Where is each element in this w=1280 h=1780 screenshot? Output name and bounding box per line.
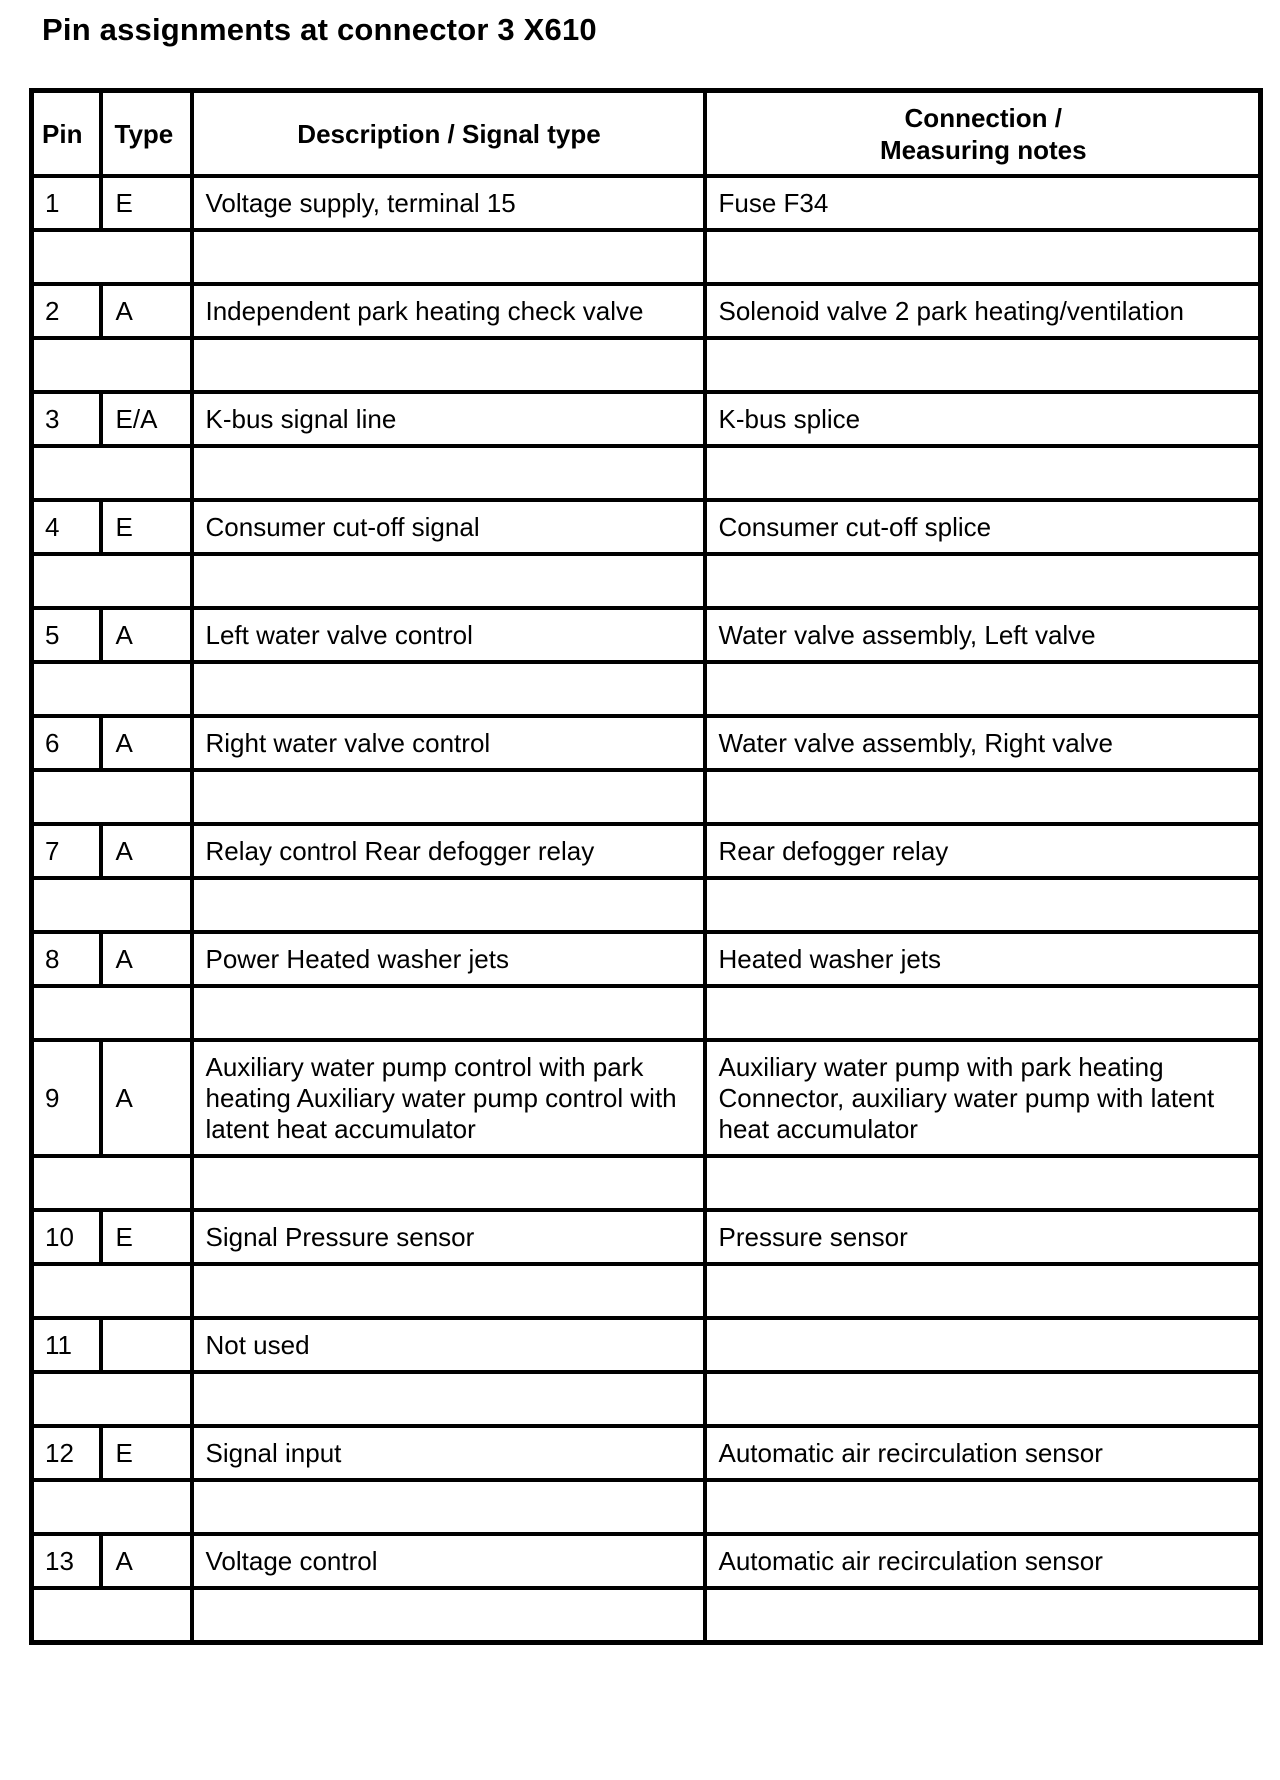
connection-cell: Solenoid valve 2 park heating/ventilation (705, 284, 1261, 338)
spacer-cell (192, 446, 705, 500)
description-cell: Signal input (192, 1426, 705, 1480)
connection-cell: Consumer cut-off splice (705, 500, 1261, 554)
spacer-cell (192, 1264, 705, 1318)
spacer-cell (705, 1480, 1261, 1534)
spacer-row (32, 1480, 1261, 1534)
connection-cell: Automatic air recirculation sensor (705, 1534, 1261, 1588)
spacer-cell (32, 446, 192, 500)
connection-cell: Rear defogger relay (705, 824, 1261, 878)
description-cell: Independent park heating check valve (192, 284, 705, 338)
header-type: Type (101, 91, 192, 177)
description-cell: Left water valve control (192, 608, 705, 662)
spacer-cell (705, 986, 1261, 1040)
spacer-cell (705, 1588, 1261, 1643)
type-cell: A (101, 716, 192, 770)
pin-cell: 4 (32, 500, 101, 554)
description-cell: Voltage supply, terminal 15 (192, 176, 705, 230)
connection-cell (705, 1318, 1261, 1372)
description-cell: Power Heated washer jets (192, 932, 705, 986)
header-connection-line2: Measuring notes (879, 134, 1087, 165)
spacer-cell (192, 230, 705, 284)
spacer-row (32, 1372, 1261, 1426)
spacer-cell (705, 662, 1261, 716)
spacer-row (32, 1588, 1261, 1643)
table-row (32, 824, 1261, 878)
spacer-cell (32, 1480, 192, 1534)
pin-cell: 9 (32, 1040, 101, 1156)
description-cell: Signal Pressure sensor (192, 1210, 705, 1264)
description-cell: Voltage control (192, 1534, 705, 1588)
connection-cell: K-bus splice (705, 392, 1261, 446)
type-cell: A (101, 824, 192, 878)
type-cell: E (101, 1210, 192, 1264)
pin-cell: 2 (32, 284, 101, 338)
pin-cell: 6 (32, 716, 101, 770)
spacer-cell (32, 1588, 192, 1643)
spacer-cell (705, 1156, 1261, 1210)
table-row (32, 500, 1261, 554)
connection-cell: Water valve assembly, Right valve (705, 716, 1261, 770)
spacer-row (32, 770, 1261, 824)
spacer-cell (192, 878, 705, 932)
spacer-cell (192, 662, 705, 716)
spacer-cell (192, 770, 705, 824)
spacer-cell (192, 338, 705, 392)
table-row (32, 1534, 1261, 1588)
spacer-cell (32, 338, 192, 392)
table-body (32, 176, 1261, 1643)
connection-cell: Pressure sensor (705, 1210, 1261, 1264)
spacer-cell (705, 230, 1261, 284)
spacer-cell (32, 662, 192, 716)
pin-cell: 7 (32, 824, 101, 878)
header-connection-line1: Connection / (904, 102, 1062, 133)
pin-cell: 12 (32, 1426, 101, 1480)
spacer-row (32, 554, 1261, 608)
spacer-row (32, 338, 1261, 392)
spacer-cell (32, 770, 192, 824)
header-pin: Pin (32, 91, 101, 177)
spacer-cell (192, 554, 705, 608)
type-cell: E/A (101, 392, 192, 446)
connection-cell: Heated washer jets (705, 932, 1261, 986)
table-row (32, 1426, 1261, 1480)
spacer-cell (705, 770, 1261, 824)
spacer-cell (192, 1156, 705, 1210)
spacer-row (32, 1156, 1261, 1210)
spacer-row (32, 662, 1261, 716)
spacer-cell (192, 986, 705, 1040)
type-cell: E (101, 1426, 192, 1480)
description-cell: Not used (192, 1318, 705, 1372)
type-cell: A (101, 284, 192, 338)
spacer-cell (192, 1372, 705, 1426)
spacer-cell (192, 1480, 705, 1534)
spacer-cell (192, 1588, 705, 1643)
table-row (32, 1040, 1261, 1156)
type-cell: A (101, 1534, 192, 1588)
pin-cell: 10 (32, 1210, 101, 1264)
spacer-cell (705, 1264, 1261, 1318)
type-cell: A (101, 1040, 192, 1156)
description-cell: Consumer cut-off signal (192, 500, 705, 554)
table-row (32, 284, 1261, 338)
description-cell: Auxiliary water pump control with park heating Auxiliary water pump control with latent heat accumulator (192, 1040, 705, 1156)
table-row (32, 1318, 1261, 1372)
connection-cell: Auxiliary water pump with park heating Connector, auxiliary water pump with latent heat accumulator (705, 1040, 1261, 1156)
table-row (32, 392, 1261, 446)
description-cell: Relay control Rear defogger relay (192, 824, 705, 878)
table-row (32, 176, 1261, 230)
spacer-cell (32, 1156, 192, 1210)
type-cell: A (101, 932, 192, 986)
connection-cell: Water valve assembly, Left valve (705, 608, 1261, 662)
pin-cell: 1 (32, 176, 101, 230)
spacer-cell (32, 554, 192, 608)
type-cell: E (101, 500, 192, 554)
header-description: Description / Signal type (192, 91, 705, 177)
spacer-cell (705, 554, 1261, 608)
table-header-row (32, 91, 1261, 177)
table-row (32, 1210, 1261, 1264)
spacer-row (32, 986, 1261, 1040)
spacer-row (32, 230, 1261, 284)
pin-assignment-table (29, 88, 1263, 1645)
description-cell: Right water valve control (192, 716, 705, 770)
spacer-row (32, 1264, 1261, 1318)
table-row (32, 608, 1261, 662)
spacer-row (32, 878, 1261, 932)
header-connection (705, 91, 1261, 177)
type-cell (101, 1318, 192, 1372)
connection-cell: Automatic air recirculation sensor (705, 1426, 1261, 1480)
spacer-cell (32, 230, 192, 284)
page-title: Pin assignments at connector 3 X610 (42, 12, 597, 47)
pin-cell: 13 (32, 1534, 101, 1588)
type-cell: E (101, 176, 192, 230)
pin-cell: 8 (32, 932, 101, 986)
description-cell: K-bus signal line (192, 392, 705, 446)
spacer-cell (32, 986, 192, 1040)
pin-cell: 5 (32, 608, 101, 662)
spacer-cell (705, 1372, 1261, 1426)
spacer-cell (32, 878, 192, 932)
spacer-cell (705, 446, 1261, 500)
table-row (32, 716, 1261, 770)
spacer-cell (705, 878, 1261, 932)
spacer-cell (705, 338, 1261, 392)
spacer-cell (32, 1372, 192, 1426)
pin-cell: 3 (32, 392, 101, 446)
spacer-row (32, 446, 1261, 500)
type-cell: A (101, 608, 192, 662)
pin-cell: 11 (32, 1318, 101, 1372)
spacer-cell (32, 1264, 192, 1318)
table-row (32, 932, 1261, 986)
connection-cell: Fuse F34 (705, 176, 1261, 230)
